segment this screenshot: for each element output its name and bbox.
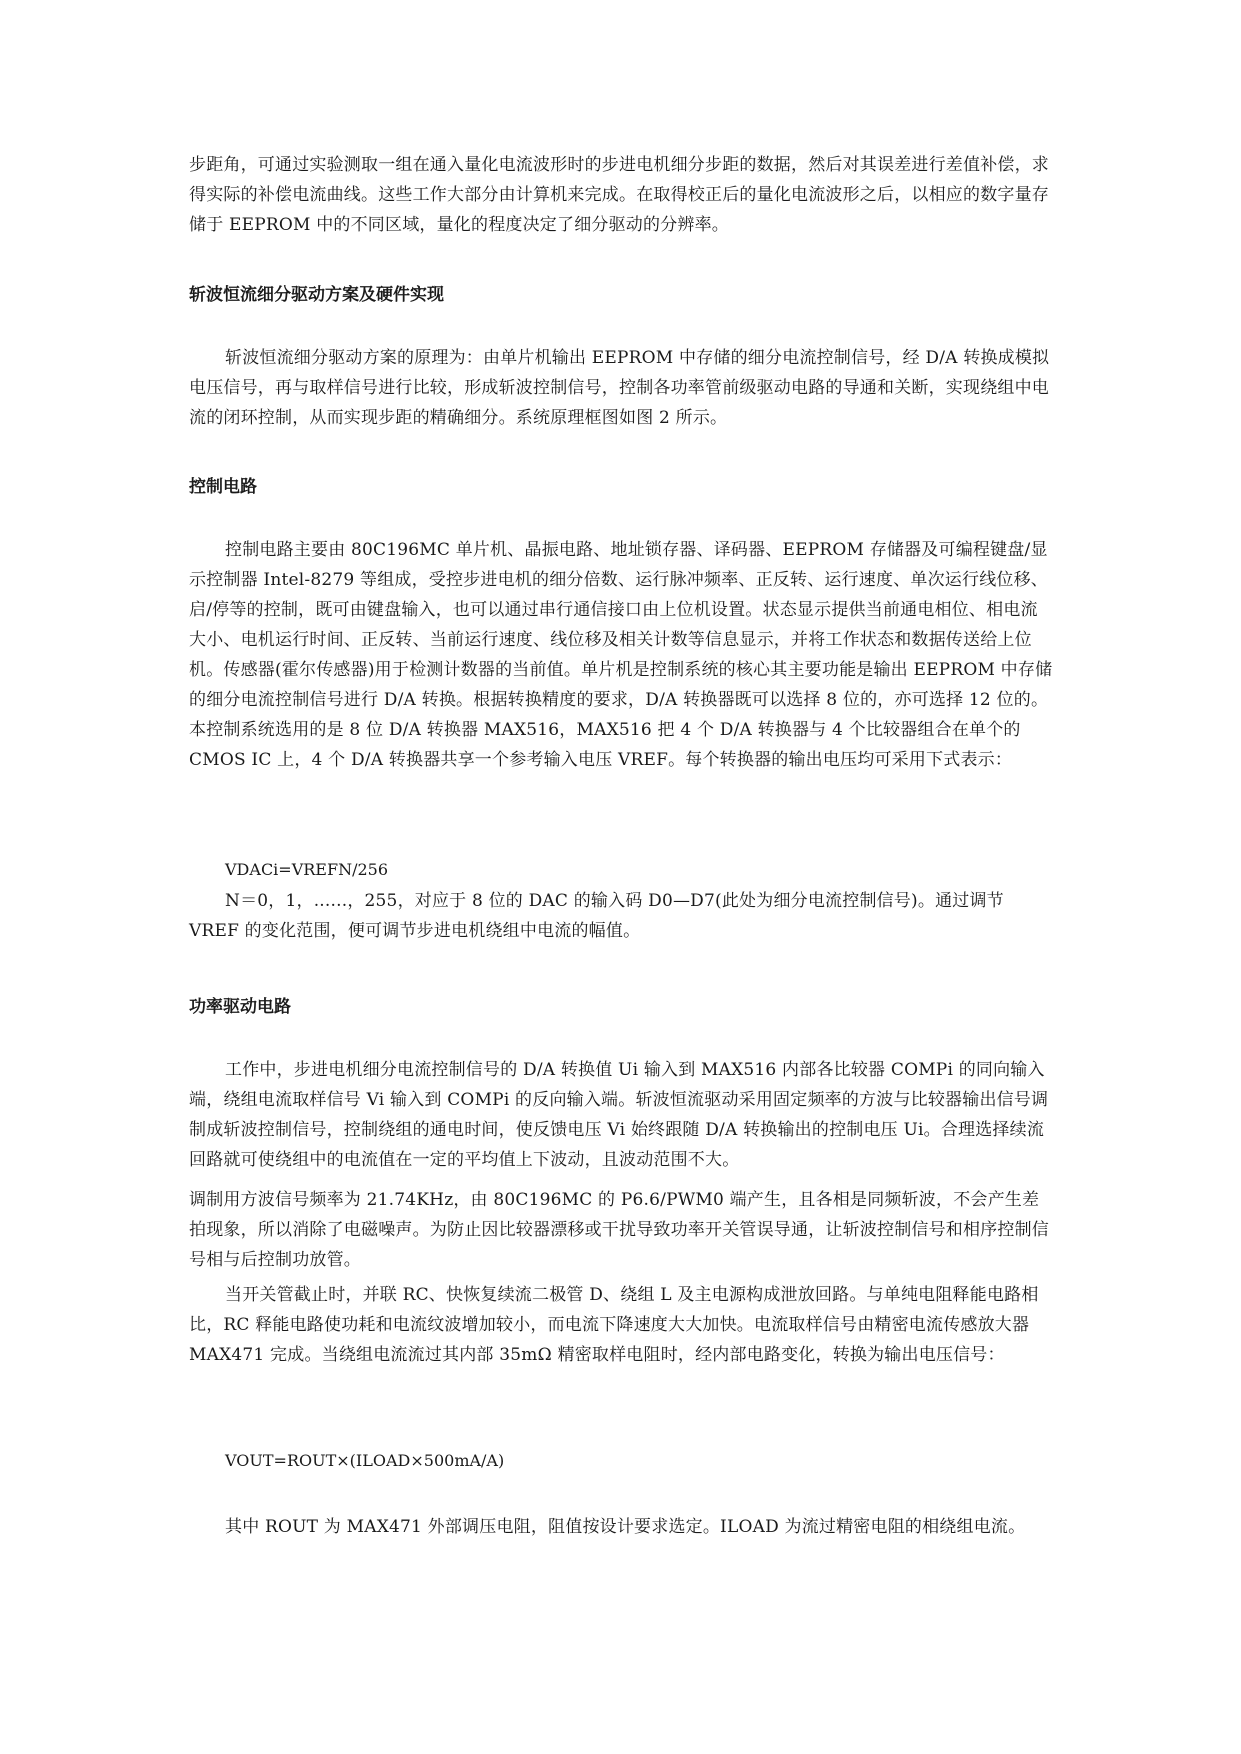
paragraph-control-circuit: 控制电路主要由 80C196MC 单片机、晶振电路、地址锁存器、译码器、EEPROM 存储器及可编程键盘/显示控制器 Intel-8279 等组成，受控步进电机的细分倍数、运行脉冲频率、正反转、运行速度、单次运行线位移、启/停等的控制，既可由键盘输入，也可以通过串行通信接口由上位机设置。状态显示提供当前通电相位、相电流大小、电机运行时间、正反转、当前运行速度、线位移及相关计数等信息显示，并将工作状态和数据传送给上位机。传感器(霍尔传感器)用于检测计数器的当前值。单片机是控制系统的核心其主要功能是输出 EEPROM 中存储的细分电流控制信号进行 D/A 转换。根据转换精度的要求，D/A 转换器既可以选择 8 位的，亦可选择 12 位的。本控制系统选用的是 8 位 D/A 转换器 MAX516，MAX516 把 4 个 D/A 转换器与 4 个比较器组合在单个的 CMOS IC 上，4 个 D/A 转换器共享一个参考输入电压 VREF。每个转换器的输出电压均可采用下式表示： — [189, 540, 1053, 770]
paragraph-power-drive: 工作中，步进电机细分电流控制信号的 D/A 转换值 Ui 输入到 MAX516 内部各比较器 COMPi 的同向输入端，绕组电流取样信号 Vi 输入到 COMPi 的反向输入端。斩波恒流驱动采用固定频率的方波与比较器输出信号调制成斩波控制信号，控制绕组的通电时间，使反馈电压 Vi 始终跟随 D/A 转换输出的控制电压 Ui。合理选择续流回路就可使绕组中的电流值在一定的平均值上下波动，且波动范围不大。 — [189, 1060, 1049, 1170]
heading-power-drive: 功率驱动电路 — [189, 997, 291, 1017]
paragraph-rout: 其中 ROUT 为 MAX471 外部调压电阻，阻值按设计要求选定。ILOAD 为流过精密电阻的相绕组电流。 — [225, 1517, 1026, 1537]
formula-vout: VOUT=ROUT×(ILOAD×500mA/A) — [225, 1451, 505, 1470]
heading-control-circuit: 控制电路 — [189, 477, 257, 497]
paragraph-n-values: N＝0，1，......，255，对应于 8 位的 DAC 的输入码 D0—D7(此处为细分电流控制信号)。通过调节 VREF 的变化范围，便可调节步进电机绕组中电流的幅值。 — [189, 891, 1004, 941]
paragraph-switch-off: 当开关管截止时，并联 RC、快恢复续流二极管 D、绕组 L 及主电源构成泄放回路。与单纯电阻释能电路相比，RC 释能电路使功耗和电流纹波增加较小，而电流下降速度大大加快。电流取样信号由精密电流传感放大器 MAX471 完成。当绕组电流流过其内部 35mΩ 精密取样电阻时，经内部电路变化，转换为输出电压信号： — [189, 1285, 1039, 1365]
formula-vdac: VDACi=VREFN/256 — [225, 860, 389, 879]
paragraph-chopper-principle: 斩波恒流细分驱动方案的原理为：由单片机输出 EEPROM 中存储的细分电流控制信号，经 D/A 转换成模拟电压信号，再与取样信号进行比较，形成斩波控制信号，控制各功率管前级驱动电路的导通和关断，实现绕组中电流的闭环控制，从而实现步距的精确细分。系统原理框图如图 2 所示。 — [189, 348, 1050, 428]
paragraph-modulation: 调制用方波信号频率为 21.74KHz，由 80C196MC 的 P6.6/PWM0 端产生，且各相是同频斩波，不会产生差拍现象，所以消除了电磁噪声。为防止因比较器漂移或干扰导致功率开关管误导通，让斩波控制信号和相序控制信号相与后控制功放管。 — [189, 1190, 1049, 1270]
heading-chopper-scheme: 斩波恒流细分驱动方案及硬件实现 — [189, 285, 444, 305]
paragraph-intro: 步距角，可通过实验测取一组在通入量化电流波形时的步进电机细分步距的数据，然后对其误差进行差值补偿，求得实际的补偿电流曲线。这些工作大部分由计算机来完成。在取得校正后的量化电流波形之后，以相应的数字量存储于 EEPROM 中的不同区域，量化的程度决定了细分驱动的分辨率。 — [189, 155, 1049, 235]
